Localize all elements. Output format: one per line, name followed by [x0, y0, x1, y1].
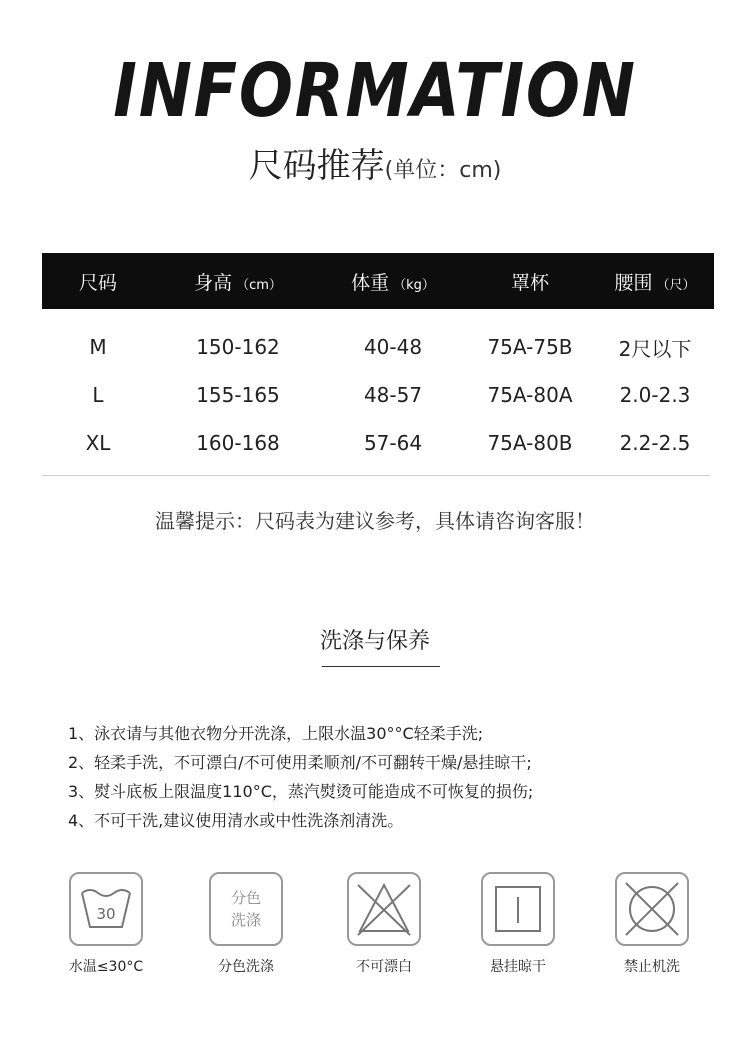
icon-label: 悬挂晾干 — [490, 959, 546, 975]
cell-size: XL — [85, 431, 111, 455]
header-cup — [464, 268, 596, 295]
care-icon-item — [458, 872, 578, 976]
cell-weight: 48-57 — [363, 383, 423, 407]
separate-wash-text-2: 洗涤 — [230, 911, 261, 929]
instruction-line: 2、轻柔手洗，不可漂白/不可使用柔顺剂/不可翻转干燥/悬挂晾干; — [68, 753, 532, 772]
icon-label: 不可漂白 — [356, 959, 412, 975]
separate-wash-text-1: 分色 — [230, 889, 261, 907]
subtitle-text: 尺码推荐 — [248, 146, 385, 186]
header-weight — [322, 268, 464, 295]
table-row — [42, 419, 714, 467]
no-bleach-icon — [347, 872, 421, 946]
care-title: 洗涤与保养 — [319, 629, 430, 654]
table-row — [42, 323, 714, 371]
icon-label: 禁止机洗 — [624, 959, 680, 975]
cell-height: 150-162 — [196, 335, 280, 359]
cell-height: 160-168 — [196, 431, 280, 455]
header-size-label: 尺码 — [78, 271, 117, 294]
cell-cup: 75A-80B — [487, 431, 573, 455]
icon-label: 分色洗涤 — [218, 959, 274, 975]
cell-weight: 40-48 — [363, 335, 423, 359]
hang-dry-icon — [481, 872, 555, 946]
care-instructions — [68, 719, 533, 835]
care-icon-item — [592, 872, 712, 976]
header-height — [154, 268, 322, 295]
table-header — [42, 253, 714, 309]
care-title-underline — [322, 666, 440, 667]
cell-waist: 2尺以下 — [618, 336, 692, 361]
care-icon-item — [46, 872, 166, 976]
cell-height: 155-165 — [196, 383, 280, 407]
instruction-line: 1、泳衣请与其他衣物分开洗涤，上限水温30°°C轻柔手洗; — [68, 724, 484, 743]
size-table — [42, 253, 714, 481]
header-waist-unit: （尺） — [656, 277, 696, 293]
care-icon-item — [324, 872, 444, 976]
divider — [42, 475, 710, 476]
instruction-line: 4、不可干洗,建议使用清水或中性洗涤剂清洗。 — [68, 811, 404, 830]
header-weight-unit: （kg） — [393, 277, 435, 293]
header-waist — [596, 268, 714, 295]
header-height-unit: （cm） — [236, 277, 282, 293]
unit-note: (单位：cm) — [384, 158, 502, 183]
cell-waist: 2.0-2.3 — [619, 383, 691, 407]
separate-wash-icon — [209, 872, 283, 946]
no-machine-wash-icon — [615, 872, 689, 946]
cell-size: M — [89, 335, 107, 359]
cell-cup: 75A-80A — [487, 383, 573, 407]
size-tip: 温馨提示：尺码表为建议参考，具体请咨询客服！ — [155, 509, 595, 533]
header-size — [42, 268, 154, 295]
care-icon-item — [186, 872, 306, 976]
header-cup-label: 罩杯 — [510, 271, 549, 294]
wash-temp-text: 30 — [96, 905, 116, 923]
cell-cup: 75A-75B — [487, 335, 573, 359]
table-row — [42, 371, 714, 419]
header-weight-label: 体重 — [351, 271, 390, 294]
size-recommendation-heading — [0, 138, 750, 187]
cell-size: L — [92, 383, 104, 407]
cell-weight: 57-64 — [363, 431, 423, 455]
icon-label: 水温≤30°C — [68, 959, 144, 975]
instruction-line: 3、熨斗底板上限温度110°C，蒸汽熨烫可能造成不可恢复的损伤; — [68, 782, 534, 801]
header-height-label: 身高 — [194, 271, 233, 294]
cell-waist: 2.2-2.5 — [619, 431, 691, 455]
header-waist-label: 腰围 — [614, 271, 653, 294]
wash-basin-30-icon — [69, 872, 143, 946]
table-body — [42, 309, 714, 481]
page-title: INFORMATION — [113, 48, 637, 134]
